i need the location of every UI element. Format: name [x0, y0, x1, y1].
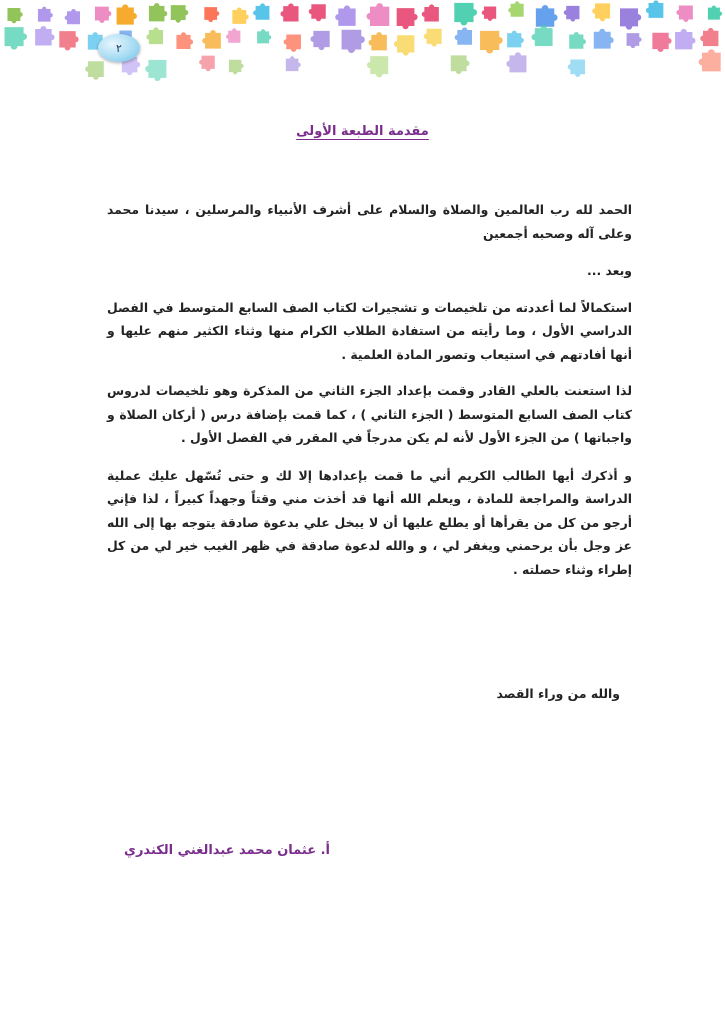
- paragraph-opening: الحمد لله رب العالمين والصلاة والسلام على أشرف الأنبياء والمرسلين ، سيدنا محمد وعلى آله وصحبه أجمعين: [107, 202, 632, 241]
- paragraph-purpose: استكمالاً لما أعددته من تلخيصات و تشجيرات لكتاب الصف السابع المتوسط في الفصل الدراسي الأول ، وما رأيته من استفادة الطلاب الكرام منها وثناء الكثير منهم عليها و أنها أفادتهم في استيعاب وتصور المادة العلمية .: [107, 299, 632, 362]
- page-number: ٢: [116, 41, 122, 55]
- paragraph-request: و أذكرك أيها الطالب الكريم أني ما قمت بإعدادها إلا لك و حتى تُسّهل عليك عملية الدراسة والمراجعة للمادة ، ويعلم الله أنها قد أخذت مني وقتاً وجهداً كبيراً ، لذا فإني أرجو من كل من يقرأها أو يطلع عليها أن لا يبخل علي بدعوة صادقة يتوجه بها إلى الله عز وجل بأن يرحمني ويغفر لي ، و والله لدعوة صادقة في ظهر الغيب خير لي من كل إطراء وثناء حصلته .: [107, 467, 632, 577]
- paragraph-transition: وبعد ...: [587, 263, 632, 278]
- page-number-badge: [98, 34, 140, 62]
- document-title: [0, 124, 725, 139]
- document-body: [107, 198, 632, 581]
- closing-line: والله من وراء القصد: [496, 686, 620, 701]
- author-signature: أ. عثمان محمد عبدالغني الكندري: [124, 843, 330, 858]
- document-title-text: مقدمة الطبعة الأولى: [296, 124, 429, 139]
- paragraph-second-part: لذا استعنت بالعلي القادر وقمت بإعداد الجزء الثاني من المذكرة وهو تلخيصات لدروس كتاب الصف السابع المتوسط ( الجزء الثاني ) ، كما قمت بإضافة درس ( أركان الصلاة و واجباتها ) من الجزء الأول لأنه لم يكن مدرجاً في المقرر في الفصل الأول .: [107, 383, 632, 445]
